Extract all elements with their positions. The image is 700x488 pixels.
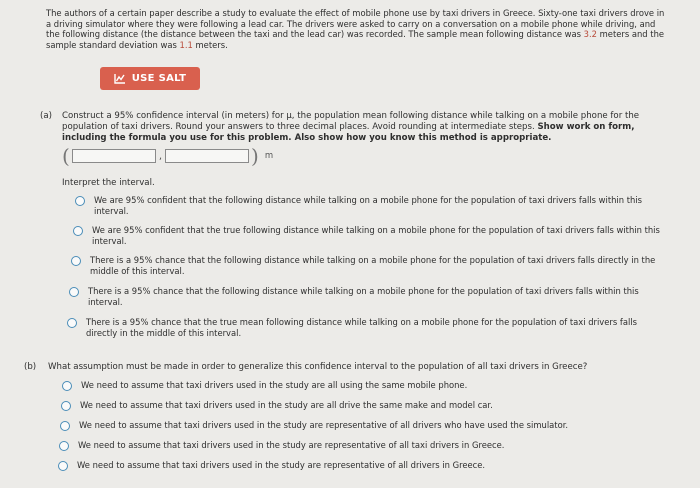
radio-button[interactable] [60, 421, 70, 431]
use-salt-label: USE SALT [131, 73, 187, 84]
part-a-prompt [62, 111, 668, 144]
option-text: There is a 95% chance that the following distance while talking on a mobile phone for the population of taxi drivers falls within this interval. [88, 286, 639, 307]
part-b-option-2[interactable] [61, 400, 661, 411]
part-b-option-1[interactable] [62, 380, 662, 391]
sample-sd-value: 1.1 [179, 39, 193, 50]
chart-icon [114, 73, 126, 84]
radio-button[interactable] [73, 226, 83, 236]
part-a-option-2[interactable] [73, 225, 665, 247]
intro-text-3: meters. [192, 39, 228, 50]
part-a-option-5[interactable] [67, 317, 659, 339]
part-a-option-1[interactable] [75, 195, 665, 217]
option-text: We need to assume that taxi drivers used in the study are all using the same mobile phone. [81, 380, 468, 390]
open-paren: ( [62, 144, 70, 168]
option-text: We need to assume that taxi drivers used in the study are representative of all taxi drivers in Greece. [78, 440, 505, 450]
confidence-interval-inputs [62, 145, 273, 167]
option-text: We need to assume that taxi drivers used in the study are all drive the same make and model car. [80, 400, 493, 410]
part-b-prompt: What assumption must be made in order to generalize this confidence interval to the population of all taxi drivers in Greece? [48, 362, 588, 372]
option-text: There is a 95% chance that the following distance while talking on a mobile phone for the population of taxi drivers falls directly in the middle of this interval. [90, 255, 656, 276]
radio-button[interactable] [75, 196, 85, 206]
part-a-prompt-bold: Show work on form, including the formula you use for this problem. Also show how you know this method is appropriate. [62, 122, 635, 143]
radio-button[interactable] [67, 318, 77, 328]
part-a-option-4[interactable] [69, 286, 661, 308]
ci-comma: , [158, 150, 162, 162]
radio-button[interactable] [59, 441, 69, 451]
part-a-option-3[interactable] [71, 255, 663, 277]
option-text: There is a 95% chance that the true mean following distance while talking on a mobile phone for the population of taxi drivers falls directly in the middle of this interval. [86, 317, 637, 338]
part-b-option-5[interactable] [58, 460, 658, 471]
radio-button[interactable] [69, 287, 79, 297]
radio-button[interactable] [62, 381, 72, 391]
radio-button[interactable] [58, 461, 68, 471]
part-b-option-4[interactable] [59, 440, 659, 451]
part-b-option-3[interactable] [60, 420, 680, 431]
problem-intro [46, 8, 666, 50]
ci-unit: m [264, 151, 274, 161]
intro-text-2: meters and the sample standard deviation was [46, 29, 665, 50]
part-a-prompt-text: Construct a 95% confidence interval (in meters) for μ, the population mean following distance while talking on a mobile phone for the population of taxi drivers. Round your answers to three decimal places. Avoid rounding at intermediate steps. [62, 111, 640, 132]
use-salt-button[interactable] [100, 67, 200, 90]
ci-lower-input[interactable] [72, 149, 156, 163]
option-text: We need to assume that taxi drivers used in the study are representative of all drivers in Greece. [77, 460, 486, 470]
interpret-label: Interpret the interval. [62, 178, 155, 188]
ci-upper-input[interactable] [165, 149, 249, 163]
part-a-label: (a) [40, 111, 52, 121]
radio-button[interactable] [61, 401, 71, 411]
intro-text-1: The authors of a certain paper describe a study to evaluate the effect of mobile phone use by taxi drivers in Greece. Sixty-one taxi drivers drove in a driving simulator where they were following a lead car. The drivers were asked to carry on a conversation on a mobile phone while driving, and the following distance (the distance between the taxi and the lead car) was recorded. The sample mean following distance was [46, 8, 665, 40]
radio-button[interactable] [71, 256, 81, 266]
option-text: We need to assume that taxi drivers used in the study are representative of all drivers who have used the simulator. [79, 420, 569, 430]
option-text: We are 95% confident that the following distance while talking on a mobile phone for the population of taxi drivers falls within this interval. [94, 195, 642, 216]
part-b-label: (b) [24, 362, 37, 372]
sample-mean-value: 3.2 [583, 29, 597, 40]
close-paren: ) [251, 144, 259, 168]
option-text: We are 95% confident that the true following distance while talking on a mobile phone for the population of taxi drivers falls within this interval. [92, 225, 660, 246]
